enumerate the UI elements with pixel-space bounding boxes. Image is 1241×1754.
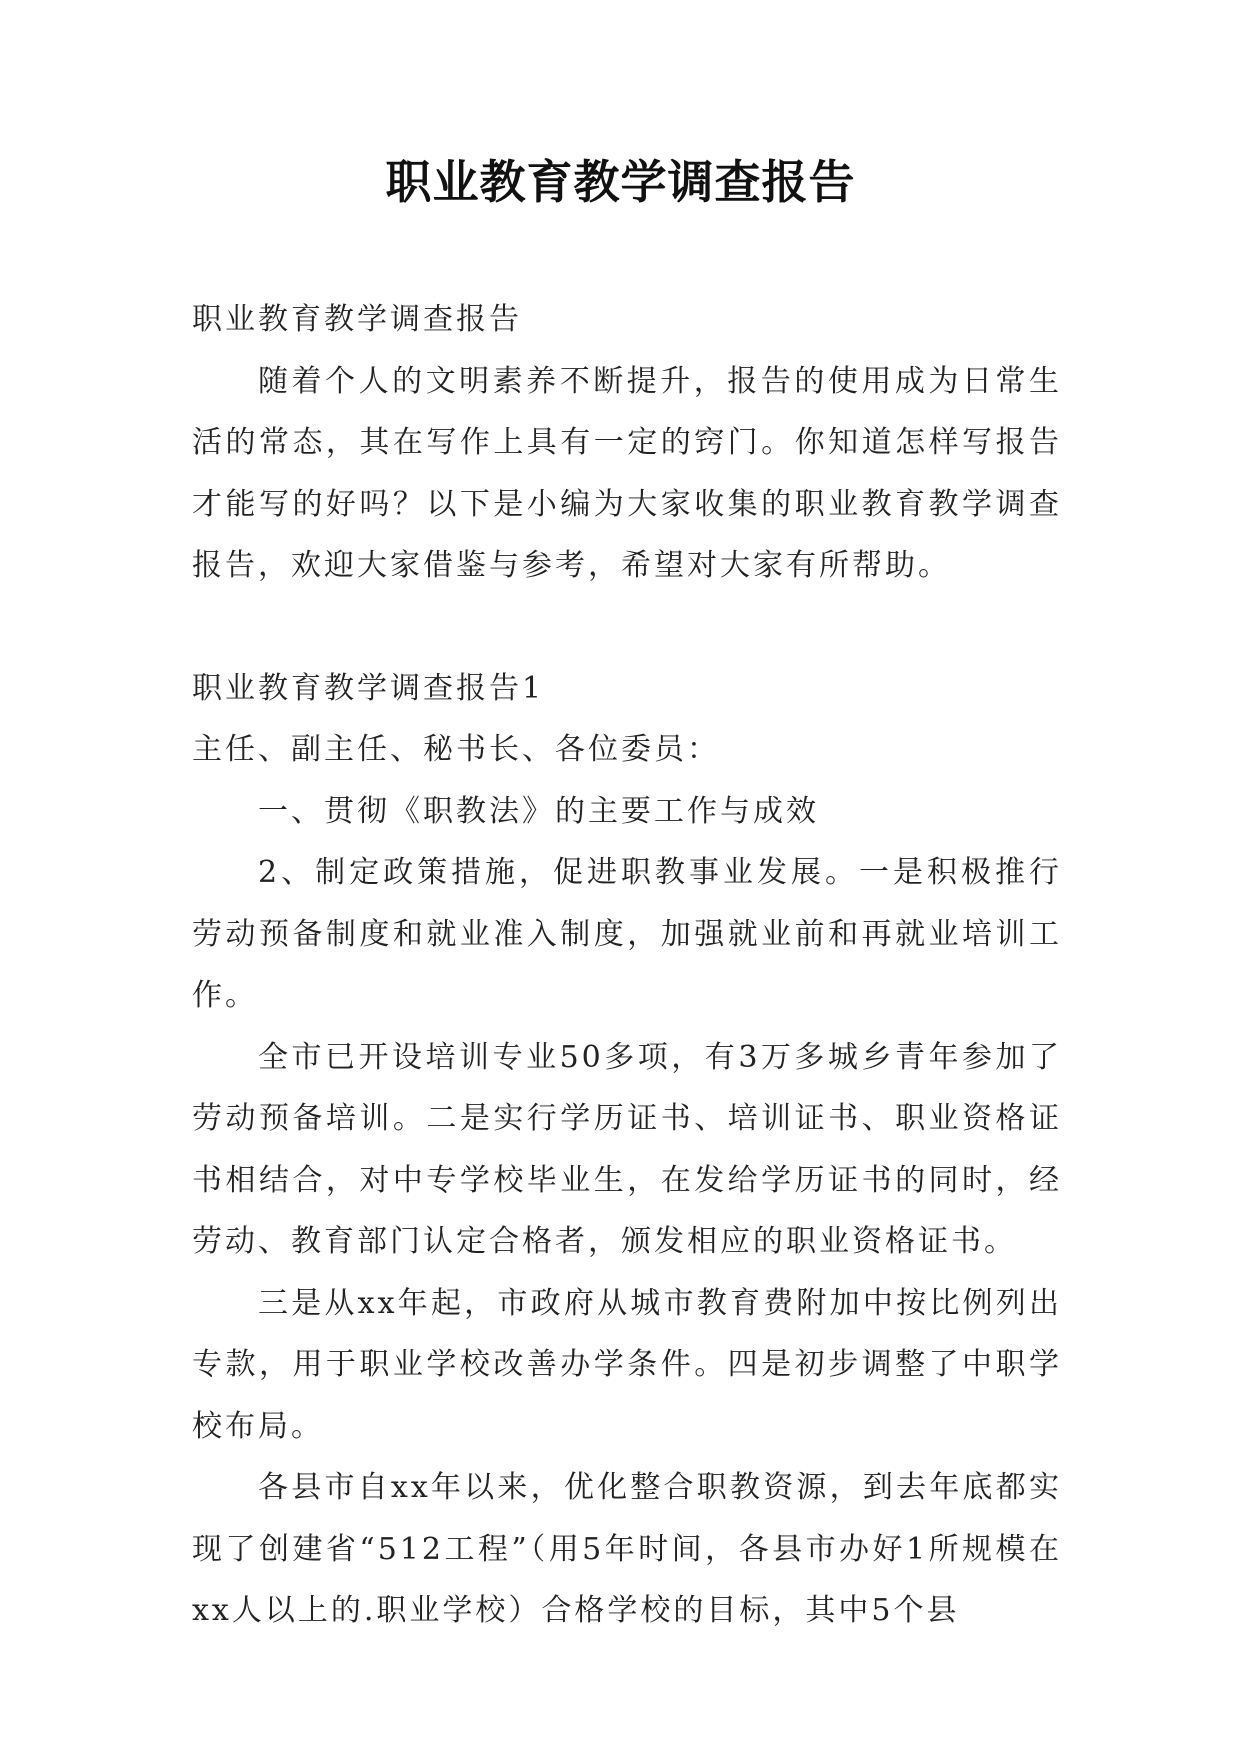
document-body bbox=[192, 289, 1062, 1642]
document-subtitle: 职业教育教学调查报告 bbox=[192, 302, 522, 337]
paragraph-gap bbox=[192, 597, 1062, 658]
part-heading: 一、贯彻《职教法》的主要工作与成效 bbox=[258, 793, 819, 829]
body-paragraph-1: 2、制定政策措施，促进职教事业发展。一是积极推行劳动预备制度和就业准入制度，加强就业前和再就业培训工作。 bbox=[192, 855, 1062, 1013]
section-heading: 职业教育教学调查报告1 bbox=[192, 670, 545, 706]
intro-paragraph: 随着个人的文明素养不断提升，报告的使用成为日常生活的常态，其在写作上具有一定的窍门。你知道怎样写报告才能写的好吗？以下是小编为大家收集的职业教育教学调查报告，欢迎大家借鉴与参考，希望对大家有所帮助。 bbox=[192, 363, 1062, 583]
body-paragraph-2: 全市已开设培训专业50多项，有3万多城乡青年参加了劳动预备培训。二是实行学历证书、培训证书、职业资格证书相结合，对中专学校毕业生，在发给学历证书的同时，经劳动、教育部门认定合格者，颁发相应的职业资格证书。 bbox=[192, 1039, 1062, 1259]
body-paragraph-4: 各县市自xx年以来，优化整合职教资源，到去年底都实现了创建省“512工程”（用5年时间，各县市办好1所规模在xx人以上的.职业学校）合格学校的目标，其中5个县 bbox=[192, 1470, 1062, 1628]
document-title: 职业教育教学调查报告 bbox=[385, 155, 856, 209]
body-paragraph-3: 三是从xx年起，市政府从城市教育费附加中按比例列出专款，用于职业学校改善办学条件。四是初步调整了中职学校布局。 bbox=[192, 1285, 1062, 1444]
salutation: 主任、副主任、秘书长、各位委员： bbox=[192, 732, 720, 767]
